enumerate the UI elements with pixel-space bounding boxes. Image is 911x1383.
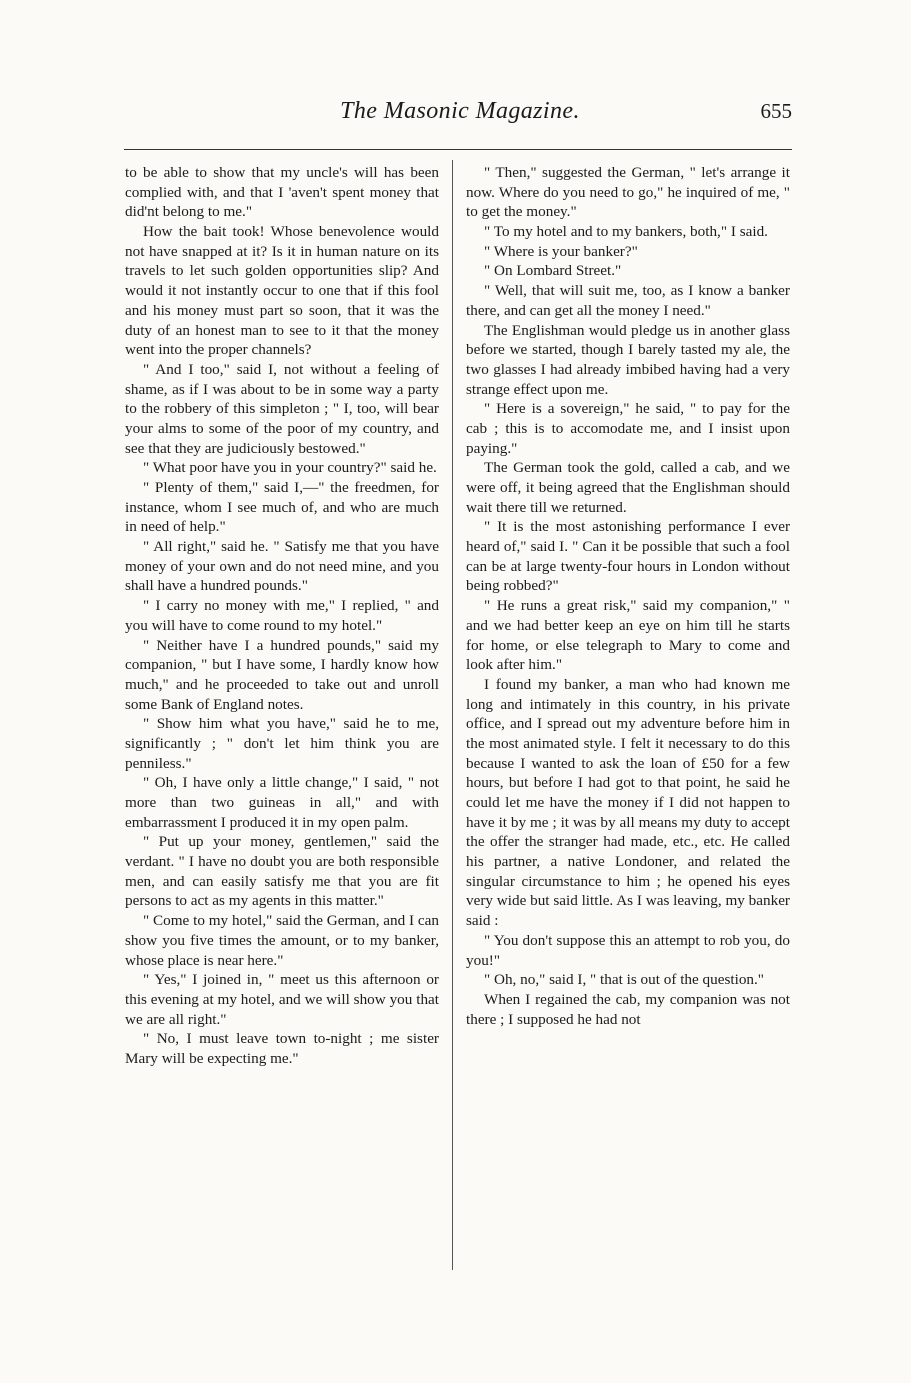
paragraph: " All right," said he. " Satisfy me that you have money of your own and do not need mine, and you shall have a hundred pounds." xyxy=(125,538,439,595)
paragraph: " Oh, I have only a little change," I said, " not more than two guineas in all," and with embarrassment I produced it in my open palm. xyxy=(125,774,439,831)
paragraph: " To my hotel and to my bankers, both," I said. xyxy=(484,223,768,241)
running-title: The Masonic Magazine. xyxy=(340,98,580,124)
page-header xyxy=(124,98,796,138)
paragraph: " Then," suggested the German, " let's arrange it now. Where do you need to go," he inquired of me, " to get the money." xyxy=(466,164,790,221)
header-rule xyxy=(124,149,792,150)
paragraph: " Well, that will suit me, too, as I know a banker there, and can get all the money I need." xyxy=(466,282,790,319)
paragraph: to be able to show that my uncle's will has been complied with, and that I 'aven't spent money that did'nt belong to me." xyxy=(125,164,439,221)
right-column xyxy=(466,163,790,1029)
paragraph: " Put up your money, gentlemen," said the verdant. " I have no doubt you are both responsible men, and can easily satisfy me that you are fit persons to act as my agents in this matter." xyxy=(125,833,439,910)
paragraph: " I carry no money with me," I replied, " and you will have to come round to my hotel." xyxy=(125,597,439,634)
left-column xyxy=(125,163,439,1069)
paragraph: " What poor have you in your country?" said he. xyxy=(143,459,437,477)
paragraph: " Neither have I a hundred pounds," said my companion, " but I have some, I hardly know how much," and he proceeded to take out and unroll some Bank of England notes. xyxy=(125,636,439,713)
paragraph: The German took the gold, called a cab, and we were off, it being agreed that the Englishman should wait there till we returned. xyxy=(466,459,790,516)
page-number: 655 xyxy=(760,99,792,123)
paragraph: " Here is a sovereign," he said, " to pay for the cab ; this is to accomodate me, and I insist upon paying." xyxy=(466,400,790,457)
paragraph: " He runs a great risk," said my companion," " and we had better keep an eye on him till he starts for home, or else telegraph to Mary to come and look after him." xyxy=(466,597,790,674)
paragraph: " Come to my hotel," said the German, and I can show you five times the amount, or to my banker, whose place is near here." xyxy=(125,912,439,969)
paragraph: " Show him what you have," said he to me, significantly ; " don't let him think you are penniless." xyxy=(125,715,439,772)
paragraph: " Yes," I joined in, " meet us this afternoon or this evening at my hotel, and we will show you that we are all right." xyxy=(125,971,439,1028)
paragraph: " No, I must leave town to-night ; me sister Mary will be expecting me." xyxy=(125,1030,439,1067)
paragraph: " On Lombard Street." xyxy=(484,262,622,280)
column-divider xyxy=(452,160,453,1270)
paragraph: I found my banker, a man who had known me long and intimately in this country, in his private office, and I spread out my adventure before him in the most animated style. I felt it necessary to do this because I wanted to ask the loan of £50 for a few hours, but before I had got to that point, he said he could let me have the money if I did not happen to have it by me ; it was by all means my duty to accept the offer the stranger had made, etc., etc. He called his partner, a native Londoner, and related the singular circumstance to him ; he opened his eyes very wide but said little. As I was leaving, my banker said : xyxy=(466,675,790,930)
paragraph: " It is the most astonishing performance I ever heard of," said I. " Can it be possible that such a fool can be at large twenty-four hours in London without being robbed?" xyxy=(466,518,790,595)
paragraph: " Oh, no," said I, " that is out of the question." xyxy=(484,971,765,989)
paragraph: The Englishman would pledge us in another glass before we started, though I barely tasted my ale, the two glasses I had already imbibed having had a very strange effect upon me. xyxy=(466,321,790,398)
paragraph: When I regained the cab, my companion was not there ; I supposed he had not xyxy=(466,990,790,1028)
paragraph: " Plenty of them," said I,—" the freedmen, for instance, whom I see much of, and who are much in need of help." xyxy=(125,479,439,536)
paragraph: " Where is your banker?" xyxy=(484,242,638,260)
paragraph: How the bait took! Whose benevolence would not have snapped at it? Is it in human nature on its travels to let such golden opportunities slip? And would it not instantly occur to one that if this fool and his money must part so soon, that it was the duty of an honest man to see to it that the money went into the proper channels? xyxy=(125,223,439,359)
paragraph: " And I too," said I, not without a feeling of shame, as if I was about to be in some way a party to the robbery of this simpleton ; " I, too, will bear your alms to some of the poor of my country, and see that they are judiciously bestowed." xyxy=(125,360,439,457)
paragraph: " You don't suppose this an attempt to rob you, do you!" xyxy=(466,931,790,969)
